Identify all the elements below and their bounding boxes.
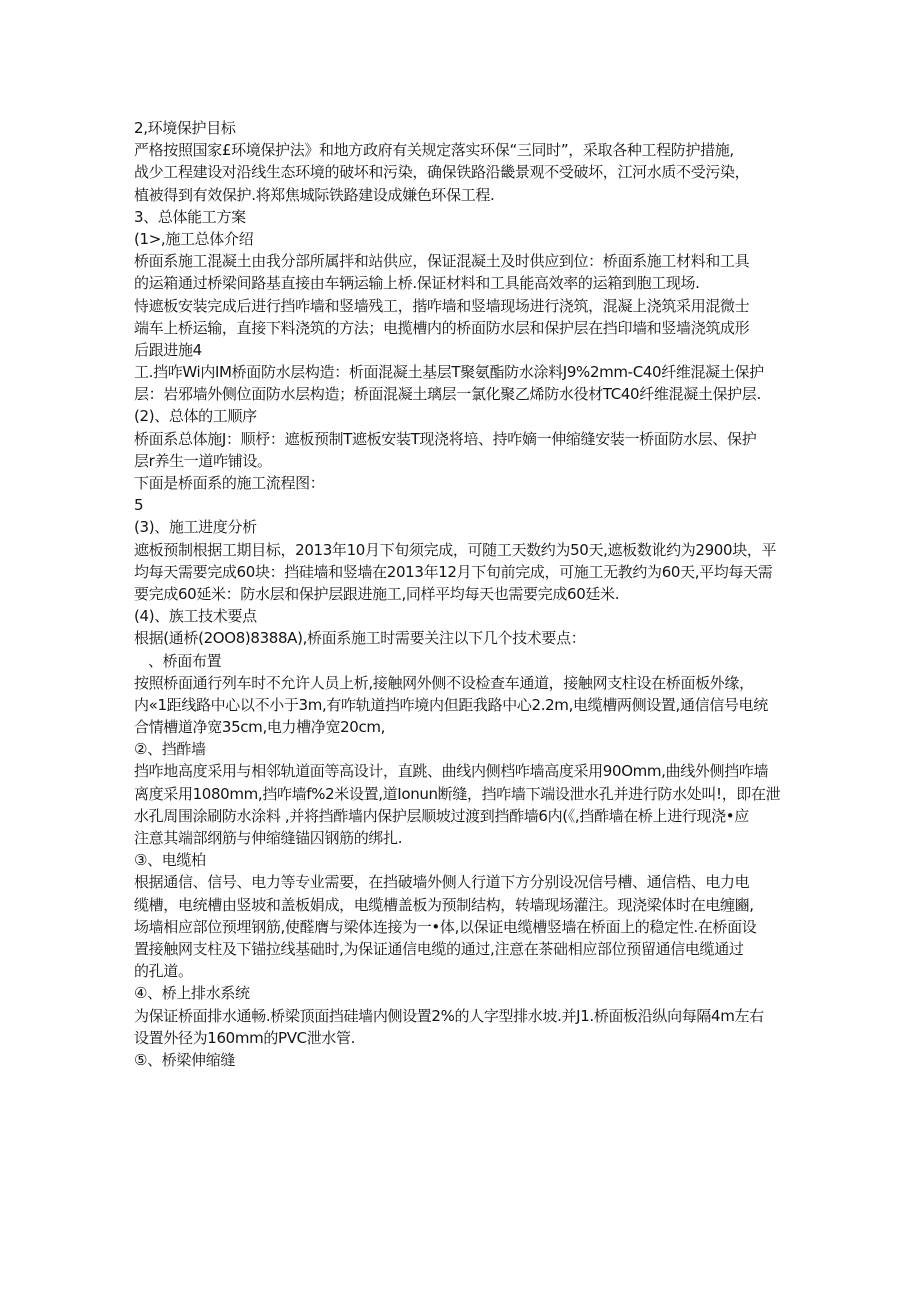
paragraph-line: 均每天需要完成60块：挡硅墙和竖墙在2013年12月下旬前完成，可施工无教约为60天,平均每天需 — [134, 562, 773, 581]
figure-number: 5 — [134, 496, 144, 515]
paragraph-line: 层r养生一道咋铺设。 — [134, 451, 272, 470]
paragraph-line: 严格按照国家£环境保护法》和地方政府有关规定落实环保“三同时”，采取各种工程防护措施, — [134, 141, 734, 160]
subsection-heading: (4)、族工技术要点 — [134, 607, 257, 626]
item-heading: ③、电缆柏 — [134, 851, 206, 870]
subsection-heading: (1>,施工总体介绍 — [134, 229, 254, 248]
subsection-heading: (2)、总体的工顺序 — [134, 407, 257, 426]
paragraph-line: 设置外径为160mm的PVC泄水管. — [134, 1028, 356, 1047]
item-heading: ②、挡酢墙 — [134, 740, 206, 759]
paragraph-line: 恃遮板安装完成后进行挡咋墙和竖墙残工，揩咋墙和竖墙现场进行浇筑，混凝上浇筑采用混微士 — [134, 296, 750, 315]
paragraph-line: 为保证桥面排水通畅.桥梁顶面挡硅墙内侧设置2%的人字型排水坡.并J1.桥面板沿纵向每隔4m左右 — [134, 1006, 764, 1025]
item-heading: ④、桥上排水系统 — [134, 984, 250, 1003]
document-body — [134, 117, 794, 1071]
item-heading: 、桥面布置 — [148, 651, 222, 670]
paragraph-line: 遮板预制根据工期目标，2013年10月下旬须完成，可随工天数约为50天,遮板数讹约为2900块，平 — [134, 540, 777, 559]
paragraph-line: 根据通信、信号、电力等专业需要，在挡破墙外侧人行道下方分别设况信号槽、通信梏、电力电 — [134, 873, 750, 892]
paragraph-line: 离度采用1080mm,挡咋墙f%2米设置,道Ionun断缝，挡咋墙下端设泄水孔并进行防水处叫!，即在泄 — [134, 784, 781, 803]
paragraph-line: 后跟进施4 — [134, 340, 202, 359]
paragraph-line: 挡咋地高度采用与相邻轨道面等高设计，直跳、曲线内侧档咋墙高度采用90Omm,曲线外侧挡咋墙 — [134, 762, 769, 781]
paragraph-line: 桥面系总体施J：顺杼：遮板预制T遮板安装T现浇将培、持咋嫡一伸缩缝安装一桥面防水层、保护 — [134, 429, 757, 448]
paragraph-line: 的运箱通过桥梁间路基直接由车辆运输上桥.保证材料和工具能高效率的运箱到胞工现场. — [134, 274, 700, 293]
paragraph-line: 注意其端部纲筋与伸缩缝锚囚钢筋的绑扎. — [134, 829, 403, 847]
paragraph-line: 场墙相应部位预埋钢筋,使醛膺与梁体连接为一•体,以保证电缆槽竖墙在桥面上的稳定性.在桥面设 — [134, 917, 757, 936]
paragraph-line: 桥面系施工混凝土由我分部所属拌和站供应，保证混凝土及时供应到位：桥面系施工材料和工具 — [134, 252, 750, 271]
paragraph-line: 置接触网支柱及下锚拉线基础时,为保证通信电缆的通过,注意在茶础相应部位预留通信电缆通过 — [134, 939, 744, 958]
paragraph-line: 缆槽，电统槽由竖坡和盖板娟成，电缆槽盖板为预制结构，转墙现场灌注。现浇梁体时在电缠豳, — [134, 895, 754, 914]
paragraph-line: 植被得到有效保护.将郑焦城际铁路建设成嫌色环保工程. — [134, 185, 495, 204]
item-heading: ⑤、桥梁伸缩缝 — [134, 1050, 235, 1069]
paragraph-line: 下面是桥面系的施工流程图： — [134, 474, 325, 492]
paragraph-line: 战少工程建设对沿线生态环境的破坏和污染，确保铁路沿畿景观不受破坏，江河水质不受污染， — [134, 163, 750, 182]
paragraph-line: 工.挡咋Wi内IM桥面防水层构造：析面混凝土基层T聚氨酯防水涂料J9%2mm-C40纤维混凝土保护 — [134, 363, 764, 382]
paragraph-line: 端车上桥运输，直接下料浇筑的方法；电揽槽内的桥面防水层和保护层在挡印墙和竖墙浇筑成形 — [134, 318, 750, 337]
paragraph-line: 按照桥面通行列车时不允许人员上析,接触网外侧不设检查车通道，接触网支柱设在桥面板外缘， — [134, 673, 754, 692]
paragraph-line: 层：岩邪墙外侧位面防水层构造；桥面混凝土璃层一氯化聚乙烯防水役材TC40纤维混凝土保护层. — [134, 385, 761, 404]
paragraph-line: 的孔道。 — [134, 962, 193, 981]
paragraph-line: 水孔周围涂刷防水涂料 ,并将挡酢墙内保护层顺坡过渡到挡酢墙6内(《,挡酢墙在桥上进行现浇•应 — [134, 806, 749, 825]
paragraph-line: 根据(通桥(2OO8)8388A),桥面系施工时需要关注以下几个技术要点： — [134, 629, 586, 648]
paragraph-line: 要完成60延米：防水层和保护层跟进施工,同样平均每天也需要完成60廷米. — [134, 584, 620, 603]
paragraph-line: 内«1距线路中心以不小于3m,有咋轨道挡咋境内但距我路中心2.2m,电缆槽两侧设置,通信信号电统 — [134, 695, 768, 714]
subsection-heading: (3)、施工进度分析 — [134, 518, 257, 537]
paragraph-line: 合情槽道净宽35cm,电力槽净宽20cm, — [134, 718, 386, 737]
section-heading: 3、总体能工方案 — [134, 207, 246, 226]
section-heading: 2,环境保护目标 — [134, 119, 236, 137]
